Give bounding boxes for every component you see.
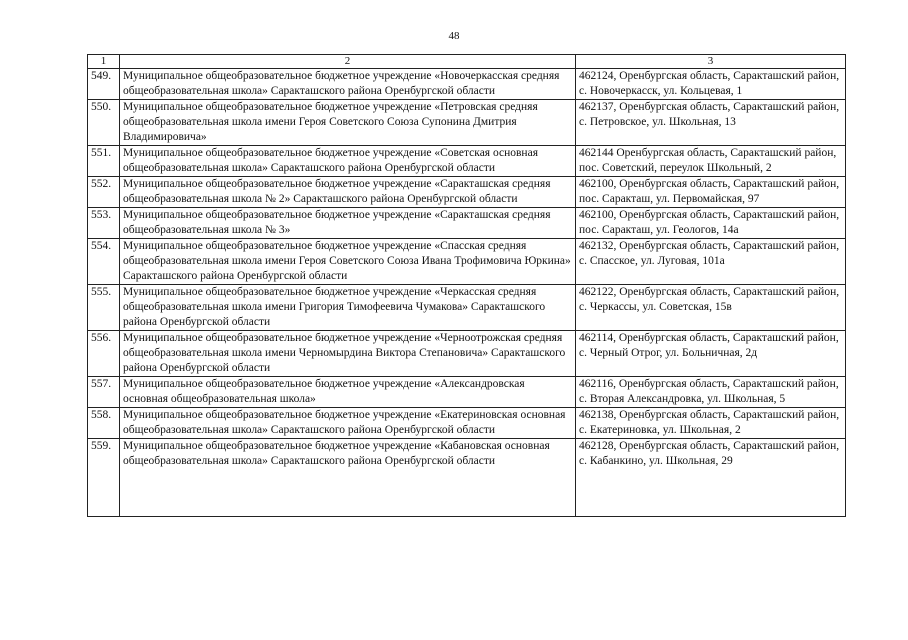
table-row: [88, 439, 846, 517]
table-header-row: [88, 55, 846, 69]
row-number: 555.: [88, 285, 120, 331]
page-number: 48: [448, 30, 460, 42]
institution-name: Муниципальное общеобразовательное бюджетное учреждение «Кабановская основная общеобразовательная школа» Саракташского района Оренбургской области: [120, 439, 576, 517]
institution-address: 462137, Оренбургская область, Саракташский район, с. Петровское, ул. Школьная, 13: [576, 100, 846, 146]
table-row: [88, 239, 846, 285]
institution-address: 462100, Оренбургская область, Саракташский район, пос. Саракташ, ул. Геологов, 14а: [576, 208, 846, 239]
table-row: [88, 146, 846, 177]
column-header-name: 2: [120, 55, 576, 69]
row-number: 554.: [88, 239, 120, 285]
institution-name: Муниципальное общеобразовательное бюджетное учреждение «Черкасская средняя общеобразовательная школа имени Григория Тимофеевича Чумакова» Саракташского района Оренбургской области: [120, 285, 576, 331]
institution-address: 462122, Оренбургская область, Саракташский район, с. Черкассы, ул. Советская, 15в: [576, 285, 846, 331]
institution-address: 462114, Оренбургская область, Саракташский район, с. Черный Отрог, ул. Больничная, 2д: [576, 331, 846, 377]
row-number: 557.: [88, 377, 120, 408]
row-number: 556.: [88, 331, 120, 377]
table-row: [88, 408, 846, 439]
row-number: 558.: [88, 408, 120, 439]
institution-name: Муниципальное общеобразовательное бюджетное учреждение «Черноотрожская средняя общеобразовательная школа имени Черномырдина Виктора Степановича» Саракташского района Оренбургской области: [120, 331, 576, 377]
row-number: 559.: [88, 439, 120, 517]
table-row: [88, 377, 846, 408]
institution-name: Муниципальное общеобразовательное бюджетное учреждение «Петровская средняя общеобразовательная школа имени Героя Советского Союза Супонина Дмитрия Владимировича»: [120, 100, 576, 146]
institution-name: Муниципальное общеобразовательное бюджетное учреждение «Саракташская средняя общеобразовательная школа № 3»: [120, 208, 576, 239]
institution-address: 462116, Оренбургская область, Саракташский район, с. Вторая Александровка, ул. Школьная, 5: [576, 377, 846, 408]
row-number: 553.: [88, 208, 120, 239]
table-row: [88, 177, 846, 208]
column-header-number: 1: [88, 55, 120, 69]
table-row: [88, 285, 846, 331]
column-header-address: 3: [576, 55, 846, 69]
institution-address: 462100, Оренбургская область, Саракташский район, пос. Саракташ, ул. Первомайская, 97: [576, 177, 846, 208]
schools-table: [87, 54, 846, 517]
institution-name: Муниципальное общеобразовательное бюджетное учреждение «Саракташская средняя общеобразовательная школа № 2» Саракташского района Оренбургской области: [120, 177, 576, 208]
institution-address: 462124, Оренбургская область, Саракташский район, с. Новочеркасск, ул. Кольцевая, 1: [576, 69, 846, 100]
institution-name: Муниципальное общеобразовательное бюджетное учреждение «Екатериновская основная общеобразовательная школа» Саракташского района Оренбургской области: [120, 408, 576, 439]
row-number: 550.: [88, 100, 120, 146]
institution-name: Муниципальное общеобразовательное бюджетное учреждение «Спасская средняя общеобразовательная школа имени Героя Советского Союза Ивана Трофимовича Юркина» Саракташского района Оренбургской области: [120, 239, 576, 285]
institution-address: 462128, Оренбургская область, Саракташский район, с. Кабанкино, ул. Школьная, 29: [576, 439, 846, 517]
institution-address: 462138, Оренбургская область, Саракташский район, с. Екатериновка, ул. Школьная, 2: [576, 408, 846, 439]
institution-address: 462144 Оренбургская область, Саракташский район, пос. Советский, переулок Школьный, 2: [576, 146, 846, 177]
institution-name: Муниципальное общеобразовательное бюджетное учреждение «Советская основная общеобразовательная школа» Саракташского района Оренбургской области: [120, 146, 576, 177]
row-number: 552.: [88, 177, 120, 208]
row-number: 551.: [88, 146, 120, 177]
table-row: [88, 208, 846, 239]
table-row: [88, 100, 846, 146]
institution-address: 462132, Оренбургская область, Саракташский район, с. Спасское, ул. Луговая, 101а: [576, 239, 846, 285]
table-row: [88, 331, 846, 377]
institution-name: Муниципальное общеобразовательное бюджетное учреждение «Александровская основная общеобразовательная школа»: [120, 377, 576, 408]
table-row: [88, 69, 846, 100]
row-number: 549.: [88, 69, 120, 100]
institution-name: Муниципальное общеобразовательное бюджетное учреждение «Новочеркасская средняя общеобразовательная школа» Саракташского района Оренбургской области: [120, 69, 576, 100]
